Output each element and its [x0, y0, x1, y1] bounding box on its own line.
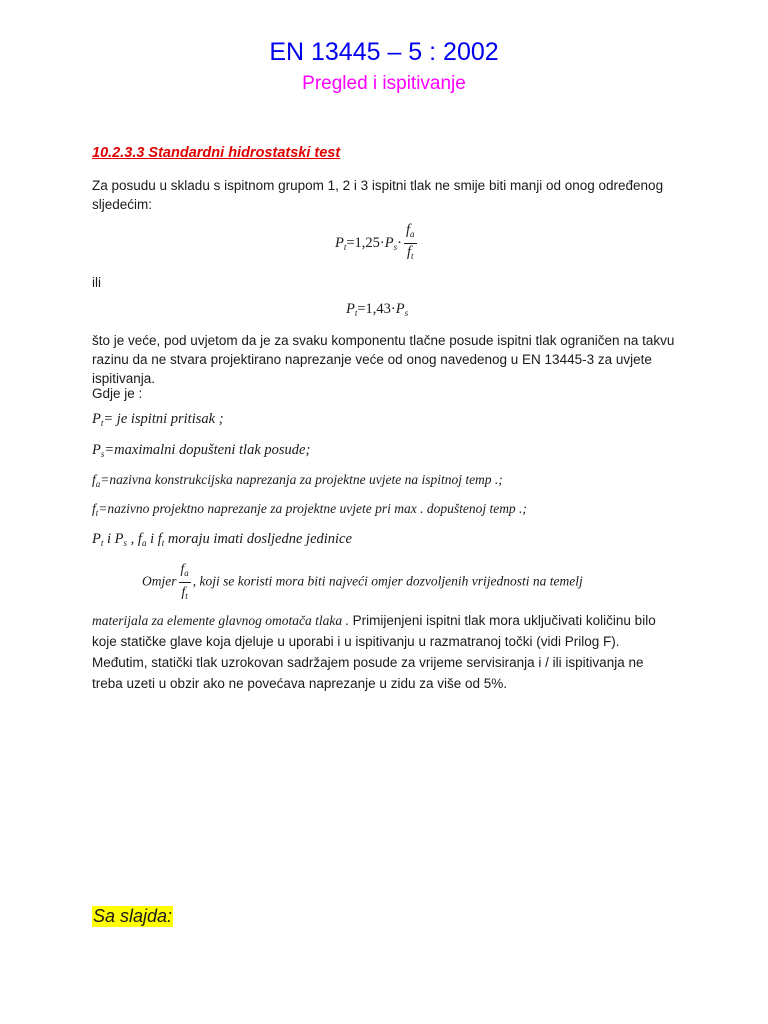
intro-paragraph: Za posudu u skladu s ispitnom grupom 1, 2 i 3 ispitni tlak ne smije biti manji od onog određenog sljedećim:	[92, 178, 664, 212]
closing-paragraph: materijala za elemente glavnog omotača tlaka . Primijenjeni ispitni tlak mora uključivati količinu bilo koje statičke glave koja djeluje u uporabi i u ispitivanju u razmatranoj točki (vidi Prilog F). Međutim, statički tlak uzrokovan sadržajem posude za vrijeme servisiranja i / ili ispitivanja ne treba uzeti u obzir ako ne povećava naprezanje u zidu za više od 5%.	[92, 613, 656, 691]
condition-paragraph: što je veće, pod uvjetom da je za svaku komponentu tlačne posude ispitni tlak ograničen na takvu razinu da ne stvara projektirano naprezanje veće od onog navedenog u EN 13445-3 za uvjete ispitivanja.	[92, 333, 675, 386]
definition-pt: $P_t=$ je ispitni pritisak ;	[92, 411, 224, 428]
ratio-line: Omjer $\frac{f_a}{f_t}$ , koji se koristi mora biti najveći omjer dozvoljenih vrijednosti na temelj	[142, 561, 583, 601]
definition-fa: $f_a=nazivna$ konstrukcijska naprezanja za projektne uvjete na ispitnoj temp .;	[92, 472, 503, 489]
where-label: Gdje je :	[92, 386, 143, 401]
section-heading: 10.2.3.3 Standardni hidrostatski test	[92, 145, 341, 161]
slide-note-highlight: Sa slajda:	[93, 906, 173, 926]
document-title: EN 13445 – 5 : 2002	[269, 38, 499, 66]
formula-test-pressure-1: $P_t=1,25\cdot P_s\cdot$ $\frac{f_a}{f_t}$	[335, 222, 419, 265]
formula-test-pressure-2: $P_t=1,43\cdot P_s$	[346, 301, 409, 318]
document-subtitle: Pregled i ispitivanje	[302, 73, 466, 94]
or-label: ili	[92, 275, 101, 290]
stress-ratio-fraction: $\frac{f_a}{f_t}$	[405, 222, 415, 261]
definition-ft: $f_t=nazivno$ projektno naprezanje za projektne uvjete pri max . dopuštenoj temp .;	[92, 501, 527, 518]
definition-ps: $P_s=maximalni$ dopušteni tlak posude;	[92, 442, 311, 459]
units-line: $P_t$ i $P_s$ , $f_a$ i $f_t$ moraju imati dosljedne jedinice	[92, 531, 352, 548]
